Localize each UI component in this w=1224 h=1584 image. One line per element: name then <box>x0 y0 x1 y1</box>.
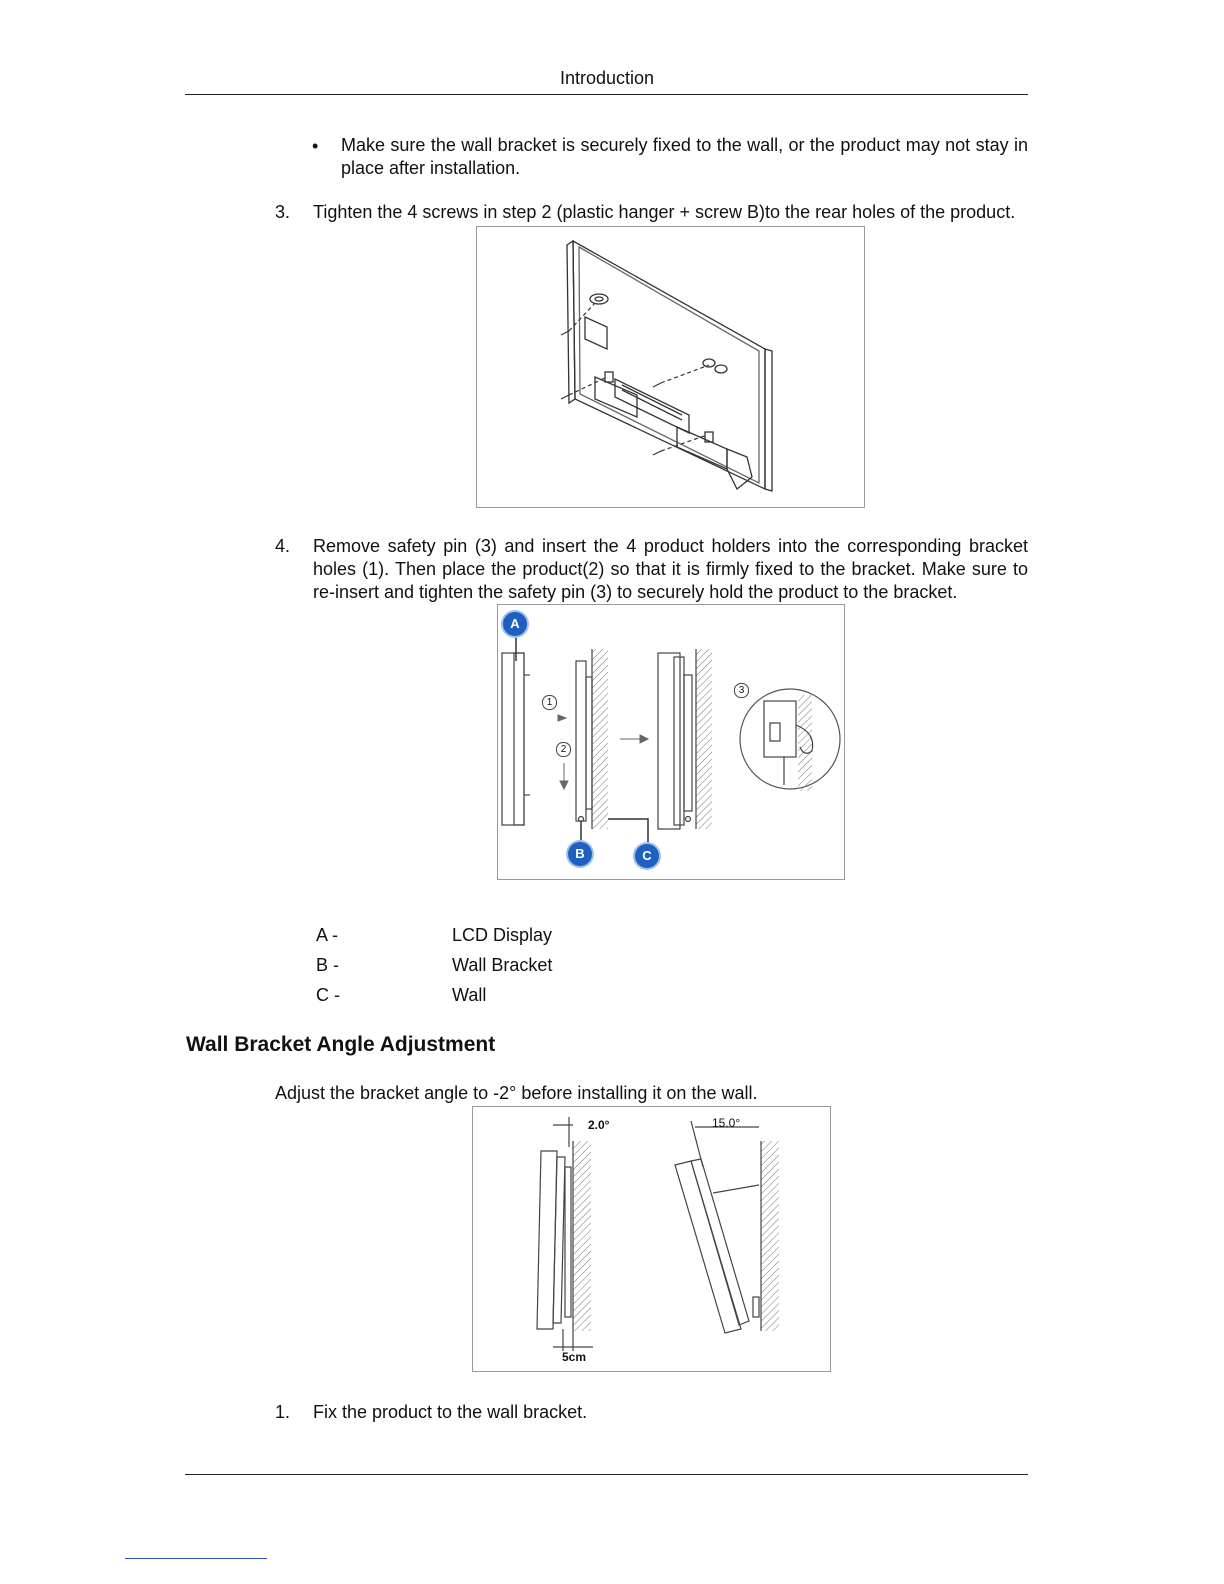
footer-rule <box>185 1474 1028 1475</box>
section-intro: Adjust the bracket angle to -2° before installing it on the wall. <box>275 1083 758 1103</box>
angle-adjustment-drawing <box>473 1107 829 1370</box>
bullet-marker: • <box>312 136 319 156</box>
distance-label-bottom: 5cm <box>562 1350 587 1364</box>
section-title: Wall Bracket Angle Adjustment <box>186 1033 496 1056</box>
legend-key-c: C - <box>316 985 340 1005</box>
mounting-procedure-drawing <box>498 605 843 878</box>
final-step-text: Fix the product to the wall bracket. <box>313 1402 588 1422</box>
callout-1: 1 <box>542 695 557 710</box>
angle-label-left: 2.0° <box>588 1118 610 1132</box>
marker-a: A <box>503 612 527 636</box>
bullet-text: Make sure the wall bracket is securely fixed to the wall, or the product may not stay in place after installation. <box>341 135 1028 178</box>
wall-hatch-1 <box>592 649 608 829</box>
step-4-number: 4. <box>275 536 291 556</box>
marker-b: B <box>568 842 592 866</box>
footnote-link-underline <box>125 1558 267 1559</box>
final-step-number: 1. <box>275 1402 291 1422</box>
legend-key-a: A - <box>316 925 339 945</box>
legend-key-b: B - <box>316 955 340 975</box>
figure-monitor-rear <box>476 226 865 508</box>
step-4-text: Remove safety pin (3) and insert the 4 product holders into the corresponding bracket holes (1). Then place the product(2) so that it is firmly fixed to the bracket. Make sure to re-insert and tighten the safety pin (3) to securely hold the product to the bracket. <box>313 536 1028 602</box>
page-header-title: Introduction <box>559 68 655 88</box>
marker-c: C <box>635 844 659 868</box>
header-rule <box>185 94 1028 95</box>
monitor-back-panel <box>573 241 765 489</box>
legend-value-a: LCD Display <box>452 925 553 945</box>
callout-3: 3 <box>734 683 749 698</box>
angle-label-right: 15.0° <box>712 1116 741 1130</box>
figure-angle-adjustment <box>472 1106 831 1372</box>
legend-value-c: Wall <box>452 985 487 1005</box>
step-3-number: 3. <box>275 202 291 222</box>
step-3-text: Tighten the 4 screws in step 2 (plastic hanger + screw B)to the rear holes of the product. <box>313 202 1016 222</box>
wall-hatch-2 <box>696 649 712 829</box>
monitor-rear-drawing <box>477 227 863 506</box>
callout-2: 2 <box>556 742 571 757</box>
legend-value-b: Wall Bracket <box>452 955 553 975</box>
figure-mounting-procedure <box>497 604 845 880</box>
